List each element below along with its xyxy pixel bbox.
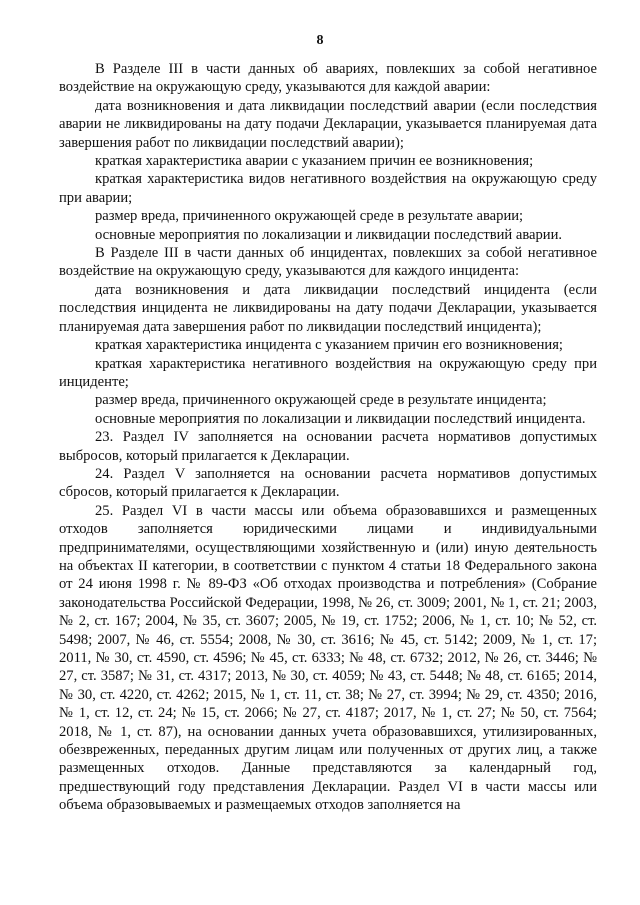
paragraph-accident-impact-types: краткая характеристика видов негативного воздействия на окружающую среду при аварии; <box>59 171 597 206</box>
paragraph-incident-damage: размер вреда, причиненного окружающей среде в результате инцидента; <box>95 392 547 409</box>
paragraph-incidents-intro: В Разделе III в части данных об инцидентах, повлекших за собой негативное воздействие на окружающую среду, указываются для каждого инцидента: <box>59 245 597 280</box>
paragraph-item-25: 25. Раздел VI в части массы или объема образовавшихся и размещенных отходов заполняется юридическими лицами и индивидуальными предпринимателями, осуществляющими хозяйственную и (или) иную деятельность на объектах II категории, в соответствии с пунктом 4 статьи 18 Федерального закона от 24 июня 1998 г. № 89-ФЗ «Об отходах производства и потребления» (Собрание законодательства Российской Федерации, 1998, № 26, ст. 3009; 2001, № 1, ст. 21; 2003, № 2, ст. 167; 2004, № 35, ст. 3607; 2005, № 19, ст. 1752; 2006, № 1, ст. 10; № 52, ст. 5498; 2007, № 46, ст. 5554; 2008, № 30, ст. 3616; № 45, ст. 5142; 2009, № 1, ст. 17; 2011, № 30, ст. 4590, ст. 4596; № 45, ст. 6333; № 48, ст. 6732; 2012, № 26, ст. 3446; № 27, ст. 3587; № 31, ст. 4317; 2013, № 30, ст. 4059; № 43, ст. 5448; № 48, ст. 6165; 2014, № 30, ст. 4220, ст. 4262; 2015, № 1, ст. 11, ст. 38; № 27, ст. 3994; № 29, ст. 4350; 2016, № 1, ст. 12, ст. 24; № 15, ст. 2066; № 27, ст. 4187; 2017, № 1, ст. 27; № 50, ст. 7564; 2018, № 1, ст. 87), на основании данных учета образовавшихся, утилизированных, обезвреженных, переданных другим лицам или полученных от других лиц, а также размещенных отходов. Данные представляются за календарный год, предшествующий году представления Декларации. Раздел VI в части массы или объема образовываемых и размещаемых отходов заполняется на <box>59 502 597 814</box>
paragraph-incident-measures: основные мероприятия по локализации и ликвидации последствий инцидента. <box>95 410 586 427</box>
paragraph-incident-dates: дата возникновения и дата ликвидации последствий инцидента (если последствия инцидента не ликвидированы на дату подачи Декларации, указывается планируемая дата завершения работ по ликвидации последствий инцидента); <box>59 281 597 335</box>
paragraph-item-24: 24. Раздел V заполняется на основании расчета нормативов допустимых сбросов, который прилагается к Декларации. <box>59 465 597 501</box>
paragraph-accident-measures: основные мероприятия по локализации и ликвидации последствий аварии. <box>95 226 563 243</box>
paragraph-accidents-intro: В Разделе III в части данных об авариях, повлекших за собой негативное воздействие на окружающую среду, указываются для каждой аварии: <box>59 61 597 96</box>
paragraph-accident-dates: дата возникновения и дата ликвидации последствий аварии (если последствия аварии не ликвидированы на дату подачи Декларации, указывается планируемая дата завершения работ по ликвидации последствий аварии); <box>59 97 597 151</box>
paragraph-incident-characteristics: краткая характеристика инцидента с указанием причин его возникновения; <box>95 337 563 354</box>
page-number: 8 <box>316 33 324 48</box>
paragraph-item-23: 23. Раздел IV заполняется на основании расчета нормативов допустимых выбросов, который прилагается к Декларации. <box>59 429 597 464</box>
paragraph-accident-damage: размер вреда, причиненного окружающей среде в результате аварии; <box>95 208 524 225</box>
paragraph-incident-impact: краткая характеристика негативного воздействия на окружающую среду при инциденте; <box>59 355 597 390</box>
paragraph-accident-characteristics: краткая характеристика аварии с указанием причин ее возникновения; <box>95 153 534 170</box>
